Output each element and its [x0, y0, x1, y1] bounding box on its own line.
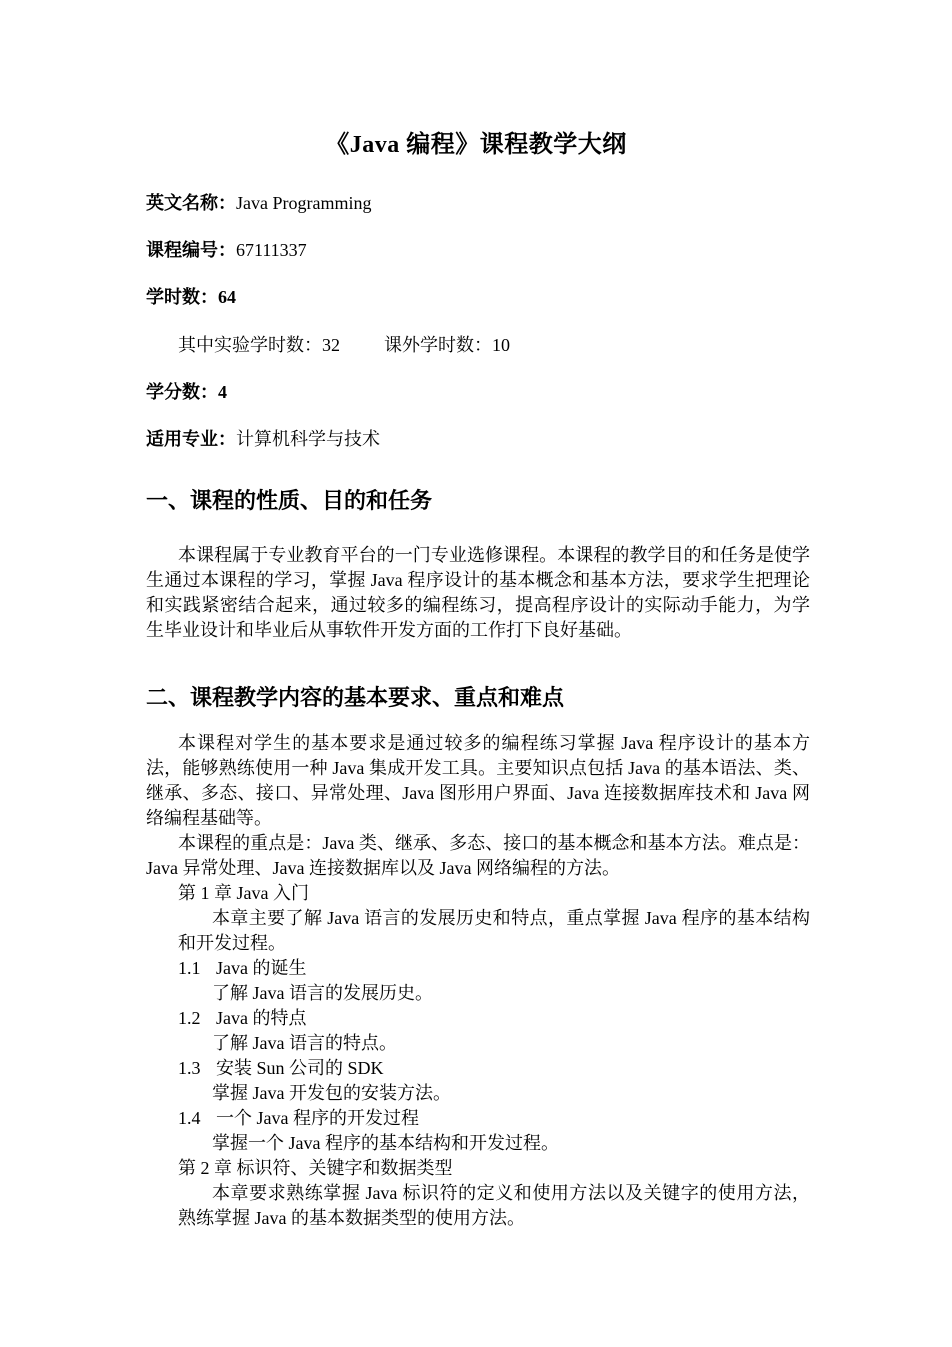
- chapter-outline: [178, 881, 810, 1231]
- section-1-1-row: [178, 956, 810, 981]
- section-2-paragraph-1: 本课程对学生的基本要求是通过较多的编程练习掌握 Java 程序设计的基本方法，能够熟练使用一种 Java 集成开发工具。主要知识点包括 Java 的基本语法、类、继承、多态、接口、异常处理、Java 图形用户界面、Java 连接数据库技术和 Java 网络编程基础等。: [146, 733, 810, 828]
- section-1-3-row: [178, 1056, 810, 1081]
- section-1-2-title: Java 的特点: [216, 1008, 307, 1028]
- section-1-2-number: 1.2: [178, 1008, 201, 1028]
- chapter-2-intro: 本章要求熟练掌握 Java 标识符的定义和使用方法以及关键字的使用方法，熟练掌握 Java 的基本数据类型的使用方法。: [178, 1183, 810, 1228]
- extra-hours-value: 10: [492, 335, 510, 355]
- course-code-label: 课程编号：: [146, 240, 236, 260]
- english-name-row: [146, 189, 371, 215]
- section-2-heading: 二、课程教学内容的基本要求、重点和难点: [146, 685, 565, 710]
- hours-label: 学时数：: [146, 287, 218, 307]
- chapter-2-title: 第 2 章 标识符、关键字和数据类型: [178, 1158, 453, 1178]
- section-1-paragraph: 本课程属于专业教育平台的一门专业选修课程。本课程的教学目的和任务是使学生通过本课程的学习，掌握 Java 程序设计的基本概念和基本方法，要求学生把理论和实践紧密结合起来，通过较多的编程练习，提高程序设计的实际动手能力，为学生毕业设计和毕业后从事软件开发方面的工作打下良好基础。: [146, 545, 810, 640]
- course-code-value: 67111337: [236, 240, 307, 260]
- chapter-1-title: 第 1 章 Java 入门: [178, 883, 309, 903]
- extra-hours-label: 课外学时数：: [384, 335, 492, 355]
- credits-value: 4: [218, 382, 227, 402]
- section-1-4-row: [178, 1106, 810, 1131]
- section-1-4-title: 一个 Java 程序的开发过程: [216, 1108, 419, 1128]
- english-name-value: Java Programming: [236, 193, 372, 213]
- course-code-row: [146, 236, 307, 262]
- major-row: [146, 425, 380, 451]
- credits-label: 学分数：: [146, 382, 218, 402]
- section-1-3-desc: 掌握 Java 开发包的安装方法。: [212, 1083, 451, 1103]
- lab-hours-label: 其中实验学时数：: [178, 335, 322, 355]
- lab-hours-row: [178, 331, 510, 357]
- section-1-2-desc: 了解 Java 语言的特点。: [212, 1033, 397, 1053]
- section-1-1-desc: 了解 Java 语言的发展历史。: [212, 983, 433, 1003]
- section-1-1-title: Java 的诞生: [216, 958, 307, 978]
- section-1-4-number: 1.4: [178, 1108, 201, 1128]
- document-title: 《Java 编程》课程教学大纲: [325, 132, 627, 158]
- section-1-3-number: 1.3: [178, 1058, 201, 1078]
- lab-hours-value: 32: [322, 335, 340, 355]
- major-value: 计算机科学与技术: [236, 429, 380, 449]
- section-1-2-row: [178, 1006, 810, 1031]
- english-name-label: 英文名称：: [146, 193, 236, 213]
- section-1-3-title: 安装 Sun 公司的 SDK: [216, 1058, 384, 1078]
- hours-value: 64: [218, 287, 236, 307]
- section-2-paragraph-2: 本课程的重点是：Java 类、继承、多态、接口的基本概念和基本方法。难点是：Java 异常处理、Java 连接数据库以及 Java 网络编程的方法。: [146, 833, 810, 878]
- section-1-1-number: 1.1: [178, 958, 201, 978]
- credits-row: [146, 378, 227, 404]
- section-1-heading: 一、课程的性质、目的和任务: [146, 488, 433, 513]
- chapter-1-intro: 本章主要了解 Java 语言的发展历史和特点，重点掌握 Java 程序的基本结构和开发过程。: [178, 908, 810, 953]
- major-label: 适用专业：: [146, 429, 236, 449]
- section-1-4-desc: 掌握一个 Java 程序的基本结构和开发过程。: [212, 1133, 559, 1153]
- hours-row: [146, 283, 236, 309]
